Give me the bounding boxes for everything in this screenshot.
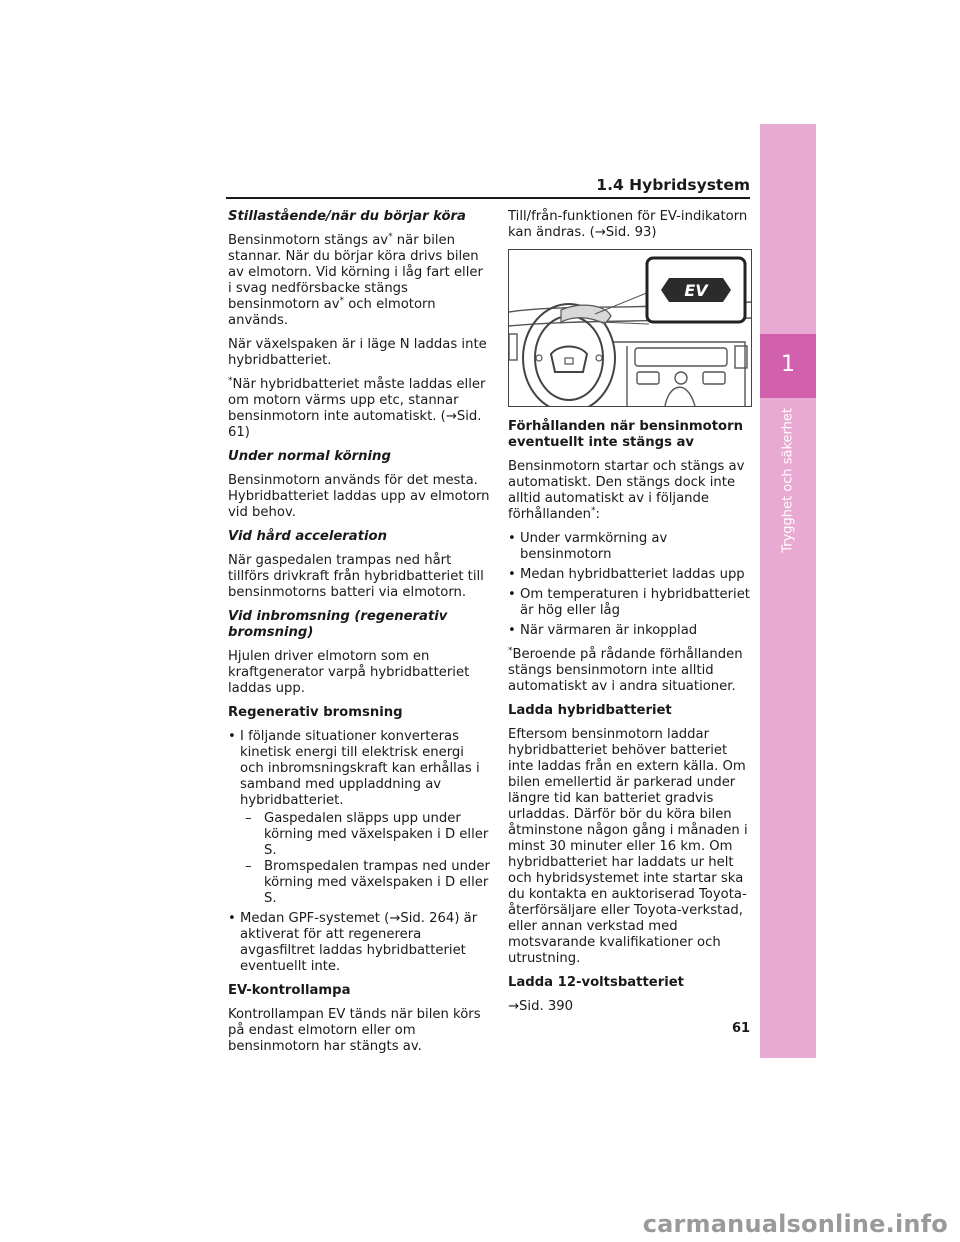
footnote-marker: *	[508, 646, 513, 656]
paragraph	[508, 459, 752, 523]
list-item: • Under varmkörning av bensinmotorn	[508, 531, 752, 563]
paragraph: När gaspedalen trampas ned hårt tillförs drivkraft från hybridbatteriet till bensinmotorns batteri via elmotorn.	[228, 553, 484, 600]
paragraph: Hjulen driver elmotorn som en kraftgenerator varpå hybridbatteriet laddas upp.	[228, 649, 470, 696]
header-rule	[226, 197, 750, 199]
chapter-label-container	[766, 408, 810, 568]
heading-hard-acceleration: Vid hård acceleration	[228, 529, 387, 544]
footnote-text: När hybridbatteriet måste laddas eller om motorn värms upp etc, stannar bensinmotorn inte automatiskt. (→Sid. 61)	[228, 377, 486, 440]
chapter-tab[interactable]	[760, 334, 816, 398]
heading-ladda-hybridbatteriet: Ladda hybridbatteriet	[508, 703, 672, 718]
page-number: 61	[732, 1021, 751, 1036]
footnote	[228, 377, 490, 441]
list-item-text: I följande situationer konverteras kinetisk energi till elektrisk energi och inbromsningskraft kan erhållas i samband med uppladdning av hybridbatteriet.	[240, 729, 480, 808]
text-run: Bensinmotorn stängs av	[228, 233, 389, 248]
paragraph: Eftersom bensinmotorn laddar hybridbatteriet behöver batteriet inte laddas från en extern källa. Om bilen emellertid är parkerad under längre tid kan batteriet gradvis urladdas. Därför bör du köra bilen åtminstone någon gång i månaden i minst 30 minuter eller 16 km. Om hybridbatteriet har laddats ur helt och hybridsystemet inte startar ska du kontakta en auktoriserad Toyota-återförsäljare eller Toyota-verkstad, eller annan verkstad med motsvarande kvalifikationer och utrustning.	[508, 727, 748, 966]
chapter-number: 1	[781, 352, 795, 377]
bullet-list	[228, 729, 490, 975]
list-item: – Gaspedalen släpps upp under körning med växelspaken i D eller S.	[240, 811, 490, 859]
list-item: • När värmaren är inkopplad	[508, 623, 752, 639]
list-item	[228, 729, 490, 907]
list-item: – Bromspedalen trampas ned under körning med växelspaken i D eller S.	[240, 859, 490, 907]
bullet-list	[508, 531, 752, 639]
ev-indicator-label: EV	[684, 281, 708, 300]
chapter-sidebar	[760, 124, 816, 1058]
paragraph: Kontrollampan EV tänds när bilen körs på endast elmotorn eller om bensinmotorn har stängts av.	[228, 1007, 481, 1054]
list-item: • Medan GPF-systemet (→Sid. 264) är aktiverat för att regenerera avgasfiltret laddas hybridbatteriet eventuellt inte.	[228, 911, 490, 975]
page-reference-link[interactable]: →Sid. 390	[508, 999, 574, 1014]
footnote-marker: *	[388, 232, 393, 242]
footnote-marker: *	[339, 296, 345, 306]
paragraph: Bensinmotorn används för det mesta. Hybridbatteriet laddas upp av elmotorn vid behov.	[228, 473, 490, 520]
footnote-marker: *	[590, 506, 596, 516]
text-run: Bensinmotorn startar och stängs av automatiskt. Den stängs dock inte alltid automatiskt av i följande förhållanden	[508, 459, 745, 522]
list-item: • Om temperaturen i hybridbatteriet är hög eller låg	[508, 587, 752, 619]
chapter-label: Trygghet och säkerhet	[780, 408, 796, 553]
paragraph: Till/från-funktionen för EV-indikatorn kan ändras. (→Sid. 93)	[508, 209, 748, 240]
footnote-text: Beroende på rådande förhållanden stängs bensinmotorn inte alltid automatiskt av i andra situationer.	[508, 647, 743, 694]
heading-inbromsning: Vid inbromsning (regenerativ bromsning)	[228, 609, 448, 640]
right-column	[508, 209, 752, 1023]
text-run: och elmotorn används.	[228, 297, 436, 328]
dashboard-drawing	[509, 250, 751, 406]
text-run: :	[595, 507, 600, 522]
text-run: när bilen stannar. När du börjar köra drivs bilen av elmotorn. Vid körning i låg fart eller i svag nedförsbacke stängs bensinmotorn av	[228, 233, 483, 312]
left-column	[228, 209, 490, 1063]
watermark: carmanualsonline.info	[642, 1210, 948, 1238]
dashboard-illustration	[508, 249, 752, 407]
list-item: • Medan hybridbatteriet laddas upp	[508, 567, 752, 583]
dash-list	[240, 811, 490, 907]
section-title: 1.4 Hybridsystem	[596, 176, 750, 194]
heading-ladda-12v: Ladda 12-voltsbatteriet	[508, 975, 684, 990]
footnote	[508, 647, 752, 695]
heading-regenerativ-bromsning: Regenerativ bromsning	[228, 705, 403, 720]
heading-ev-kontrollampa: EV-kontrollampa	[228, 983, 351, 998]
paragraph	[228, 233, 490, 329]
heading-stillastaende: Stillastående/när du börjar köra	[228, 209, 466, 224]
heading-normal-korning: Under normal körning	[228, 449, 391, 464]
heading-forhallanden: Förhållanden när bensinmotorn eventuellt inte stängs av	[508, 419, 743, 450]
footnote-marker: *	[228, 376, 233, 386]
paragraph: När växelspaken är i läge N laddas inte hybridbatteriet.	[228, 337, 487, 368]
